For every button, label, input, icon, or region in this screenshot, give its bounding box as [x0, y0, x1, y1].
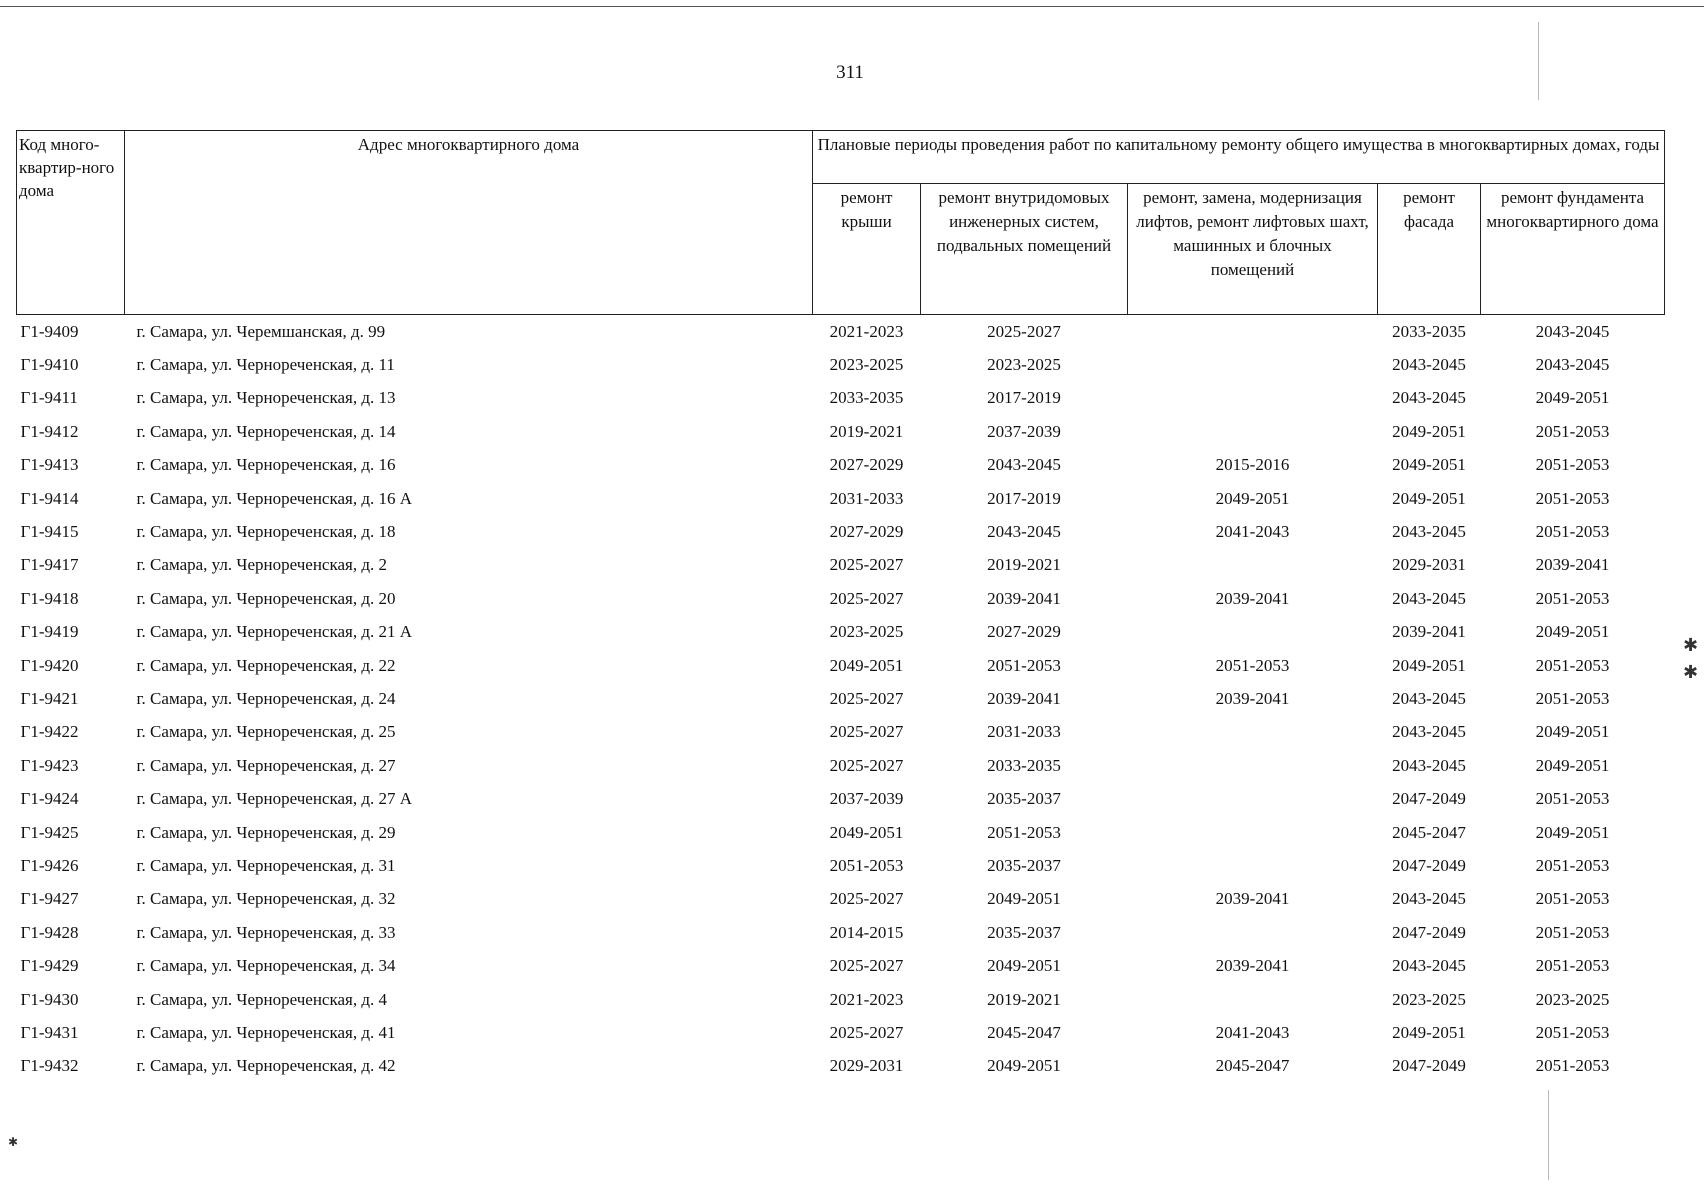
header-periods-group: Плановые периоды проведения работ по капитальному ремонту общего имущества в многоквартирных домах, годы — [813, 131, 1665, 184]
cell-roof: 2037-2039 — [829, 789, 904, 809]
cell-code: Г1-9409 — [20, 321, 79, 341]
cell-roof: 2049-2051 — [829, 822, 904, 842]
cell-code: Г1-9413 — [20, 455, 79, 475]
cell-address: г. Самара, ул. Чернореченская, д. 41 — [136, 1022, 396, 1042]
table-row — [17, 849, 1665, 882]
cell-address: г. Самара, ул. Чернореченская, д. 29 — [136, 822, 396, 842]
cell-lifts — [1128, 983, 1378, 1016]
cell-address: г. Самара, ул. Чернореченская, д. 24 — [136, 688, 396, 708]
table-row — [17, 449, 1665, 482]
header-foundation: ремонт фундамента многоквартирного дома — [1481, 184, 1665, 315]
cell-roof: 2019-2021 — [829, 421, 904, 441]
cell-facade: 2047-2049 — [1392, 1056, 1466, 1076]
table-row — [17, 749, 1665, 782]
cell-engineering: 2051-2053 — [987, 655, 1061, 675]
cell-roof: 2049-2051 — [829, 655, 904, 675]
table-row — [17, 582, 1665, 615]
cell-address: г. Самара, ул. Черемшанская, д. 99 — [136, 321, 386, 341]
page-number: 311 — [836, 62, 864, 83]
scan-speck: ✱ — [1683, 662, 1699, 683]
cell-facade: 2023-2025 — [1392, 989, 1466, 1009]
table-row — [17, 515, 1665, 548]
cell-address: г. Самара, ул. Чернореченская, д. 2 — [136, 555, 387, 575]
table-header — [17, 131, 1665, 315]
cell-engineering: 2043-2045 — [987, 455, 1061, 475]
cell-code: Г1-9425 — [20, 822, 79, 842]
cell-foundation: 2051-2053 — [1535, 455, 1610, 475]
cell-code: Г1-9418 — [20, 588, 79, 608]
cell-roof: 2025-2027 — [829, 688, 904, 708]
cell-address: г. Самара, ул. Чернореченская, д. 16 — [136, 455, 396, 475]
scan-speck: ✱ — [1683, 635, 1699, 656]
cell-foundation: 2023-2025 — [1535, 989, 1610, 1009]
cell-foundation: 2049-2051 — [1535, 722, 1610, 742]
cell-code: Г1-9429 — [20, 956, 79, 976]
cell-facade: 2043-2045 — [1392, 355, 1466, 375]
cell-roof: 2025-2027 — [829, 555, 904, 575]
cell-engineering: 2033-2035 — [987, 755, 1061, 775]
table-row — [17, 1050, 1665, 1083]
cell-lifts: 2015-2016 — [1215, 455, 1290, 475]
cell-roof: 2025-2027 — [829, 722, 904, 742]
cell-lifts — [1128, 549, 1378, 582]
cell-facade: 2049-2051 — [1392, 455, 1466, 475]
cell-address: г. Самара, ул. Чернореченская, д. 20 — [136, 588, 396, 608]
cell-roof: 2025-2027 — [829, 755, 904, 775]
cell-address: г. Самара, ул. Чернореченская, д. 21 А — [136, 622, 413, 642]
top-scan-rule — [0, 6, 1704, 7]
cell-foundation: 2043-2045 — [1535, 321, 1610, 341]
cell-foundation: 2051-2053 — [1535, 922, 1610, 942]
cell-roof: 2029-2031 — [829, 1056, 904, 1076]
cell-code: Г1-9415 — [20, 522, 79, 542]
header-code: Код много-квартир-ного дома — [17, 131, 125, 315]
capital-repair-table — [16, 130, 1665, 1083]
cell-code: Г1-9414 — [20, 488, 79, 508]
cell-address: г. Самара, ул. Чернореченская, д. 32 — [136, 889, 396, 909]
cell-code: Г1-9419 — [20, 622, 79, 642]
cell-facade: 2043-2045 — [1392, 522, 1466, 542]
cell-facade: 2043-2045 — [1392, 722, 1466, 742]
cell-engineering: 2027-2029 — [987, 622, 1061, 642]
table-body — [17, 315, 1665, 1083]
cell-code: Г1-9432 — [20, 1056, 79, 1076]
cell-lifts: 2051-2053 — [1215, 655, 1290, 675]
cell-facade: 2033-2035 — [1392, 321, 1466, 341]
cell-facade: 2049-2051 — [1392, 655, 1466, 675]
cell-facade: 2049-2051 — [1392, 1022, 1466, 1042]
cell-engineering: 2037-2039 — [987, 421, 1061, 441]
cell-lifts: 2041-2043 — [1215, 1022, 1290, 1042]
cell-roof: 2033-2035 — [829, 388, 904, 408]
cell-facade: 2043-2045 — [1392, 588, 1466, 608]
cell-address: г. Самара, ул. Чернореченская, д. 13 — [136, 388, 396, 408]
header-roof: ремонт крыши — [813, 184, 921, 315]
cell-engineering: 2049-2051 — [987, 1056, 1061, 1076]
cell-foundation: 2051-2053 — [1535, 688, 1610, 708]
cell-roof: 2025-2027 — [829, 1022, 904, 1042]
cell-address: г. Самара, ул. Чернореченская, д. 27 А — [136, 789, 413, 809]
cell-facade: 2029-2031 — [1392, 555, 1466, 575]
cell-engineering: 2043-2045 — [987, 522, 1061, 542]
cell-code: Г1-9421 — [20, 688, 79, 708]
table-row — [17, 482, 1665, 515]
table-row — [17, 949, 1665, 982]
cell-foundation: 2051-2053 — [1535, 956, 1610, 976]
cell-address: г. Самара, ул. Чернореченская, д. 25 — [136, 722, 396, 742]
cell-roof: 2014-2015 — [829, 922, 904, 942]
header-engineering: ремонт внутридомовых инженерных систем, подвальных помещений — [921, 184, 1128, 315]
table-row — [17, 716, 1665, 749]
cell-engineering: 2031-2033 — [987, 722, 1061, 742]
cell-lifts: 2049-2051 — [1215, 488, 1290, 508]
cell-roof: 2031-2033 — [829, 488, 904, 508]
cell-address: г. Самара, ул. Чернореченская, д. 11 — [136, 355, 395, 375]
table-row — [17, 782, 1665, 815]
table-row — [17, 1016, 1665, 1049]
cell-roof: 2051-2053 — [829, 855, 904, 875]
cell-lifts — [1128, 616, 1378, 649]
cell-roof: 2021-2023 — [829, 989, 904, 1009]
cell-roof: 2023-2025 — [829, 622, 904, 642]
cell-foundation: 2051-2053 — [1535, 1056, 1610, 1076]
table-row — [17, 315, 1665, 349]
cell-facade: 2043-2045 — [1392, 688, 1466, 708]
cell-address: г. Самара, ул. Чернореченская, д. 31 — [136, 855, 396, 875]
cell-lifts: 2045-2047 — [1215, 1056, 1290, 1076]
table-row — [17, 348, 1665, 381]
cell-lifts — [1128, 315, 1378, 349]
cell-lifts — [1128, 816, 1378, 849]
cell-engineering: 2035-2037 — [987, 855, 1061, 875]
table-row — [17, 382, 1665, 415]
table-row — [17, 916, 1665, 949]
cell-lifts: 2041-2043 — [1215, 522, 1290, 542]
cell-roof: 2021-2023 — [829, 321, 904, 341]
cell-foundation: 2051-2053 — [1535, 421, 1610, 441]
cell-engineering: 2017-2019 — [987, 488, 1061, 508]
cell-facade: 2043-2045 — [1392, 956, 1466, 976]
cell-lifts: 2039-2041 — [1215, 956, 1290, 976]
cell-address: г. Самара, ул. Чернореченская, д. 18 — [136, 522, 396, 542]
header-facade: ремонт фасада — [1378, 184, 1481, 315]
header-address: Адрес многоквартирного дома — [125, 131, 813, 315]
cell-roof: 2025-2027 — [829, 588, 904, 608]
cell-lifts: 2039-2041 — [1215, 688, 1290, 708]
cell-engineering: 2025-2027 — [987, 321, 1061, 341]
cell-roof: 2027-2029 — [829, 522, 904, 542]
cell-roof: 2025-2027 — [829, 956, 904, 976]
cell-facade: 2049-2051 — [1392, 488, 1466, 508]
cell-foundation: 2043-2045 — [1535, 355, 1610, 375]
cell-address: г. Самара, ул. Чернореченская, д. 33 — [136, 922, 396, 942]
cell-roof: 2027-2029 — [829, 455, 904, 475]
cell-engineering: 2023-2025 — [987, 355, 1061, 375]
table-row — [17, 415, 1665, 448]
cell-foundation: 2051-2053 — [1535, 889, 1610, 909]
cell-code: Г1-9424 — [20, 789, 79, 809]
cell-code: Г1-9427 — [20, 889, 79, 909]
cell-code: Г1-9410 — [20, 355, 79, 375]
header-lifts: ремонт, замена, модернизация лифтов, ремонт лифтовых шахт, машинных и блочных помещений — [1128, 184, 1378, 315]
cell-foundation: 2051-2053 — [1535, 488, 1610, 508]
cell-foundation: 2049-2051 — [1535, 388, 1610, 408]
cell-lifts — [1128, 716, 1378, 749]
cell-address: г. Самара, ул. Чернореченская, д. 16 А — [136, 488, 413, 508]
cell-foundation: 2049-2051 — [1535, 622, 1610, 642]
cell-lifts — [1128, 382, 1378, 415]
cell-address: г. Самара, ул. Чернореченская, д. 22 — [136, 655, 396, 675]
cell-foundation: 2049-2051 — [1535, 755, 1610, 775]
table-row — [17, 816, 1665, 849]
cell-engineering: 2049-2051 — [987, 889, 1061, 909]
cell-lifts — [1128, 849, 1378, 882]
cell-facade: 2045-2047 — [1392, 822, 1466, 842]
scan-speck: ✱ — [8, 1135, 19, 1149]
cell-foundation: 2051-2053 — [1535, 588, 1610, 608]
cell-lifts — [1128, 916, 1378, 949]
cell-code: Г1-9423 — [20, 755, 79, 775]
table-row — [17, 983, 1665, 1016]
cell-lifts — [1128, 415, 1378, 448]
cell-foundation: 2051-2053 — [1535, 789, 1610, 809]
cell-address: г. Самара, ул. Чернореченская, д. 4 — [136, 989, 387, 1009]
cell-facade: 2047-2049 — [1392, 789, 1466, 809]
cell-facade: 2047-2049 — [1392, 855, 1466, 875]
cell-code: Г1-9422 — [20, 722, 79, 742]
cell-facade: 2039-2041 — [1392, 622, 1466, 642]
table-row — [17, 616, 1665, 649]
cell-address: г. Самара, ул. Чернореченская, д. 27 — [136, 755, 396, 775]
table-row — [17, 883, 1665, 916]
cell-code: Г1-9426 — [20, 855, 79, 875]
cell-engineering: 2019-2021 — [987, 555, 1061, 575]
cell-lifts — [1128, 348, 1378, 381]
cell-code: Г1-9431 — [20, 1022, 79, 1042]
cell-engineering: 2017-2019 — [987, 388, 1061, 408]
cell-code: Г1-9420 — [20, 655, 79, 675]
cell-foundation: 2051-2053 — [1535, 522, 1610, 542]
cell-facade: 2043-2045 — [1392, 755, 1466, 775]
margin-mark-top — [1538, 22, 1539, 100]
table-row — [17, 549, 1665, 582]
table-row — [17, 649, 1665, 682]
cell-foundation: 2051-2053 — [1535, 655, 1610, 675]
cell-roof: 2023-2025 — [829, 355, 904, 375]
cell-engineering: 2035-2037 — [987, 789, 1061, 809]
cell-foundation: 2049-2051 — [1535, 822, 1610, 842]
cell-facade: 2043-2045 — [1392, 889, 1466, 909]
cell-facade: 2047-2049 — [1392, 922, 1466, 942]
cell-roof: 2025-2027 — [829, 889, 904, 909]
table-row — [17, 682, 1665, 715]
margin-mark-bottom — [1548, 1090, 1549, 1180]
cell-facade: 2049-2051 — [1392, 421, 1466, 441]
cell-lifts — [1128, 749, 1378, 782]
cell-engineering: 2051-2053 — [987, 822, 1061, 842]
cell-engineering: 2019-2021 — [987, 989, 1061, 1009]
cell-foundation: 2039-2041 — [1535, 555, 1610, 575]
cell-foundation: 2051-2053 — [1535, 1022, 1610, 1042]
cell-code: Г1-9412 — [20, 421, 79, 441]
cell-engineering: 2039-2041 — [987, 688, 1061, 708]
cell-foundation: 2051-2053 — [1535, 855, 1610, 875]
cell-code: Г1-9430 — [20, 989, 79, 1009]
cell-engineering: 2035-2037 — [987, 922, 1061, 942]
cell-facade: 2043-2045 — [1392, 388, 1466, 408]
cell-address: г. Самара, ул. Чернореченская, д. 34 — [136, 956, 396, 976]
cell-lifts: 2039-2041 — [1215, 889, 1290, 909]
cell-engineering: 2049-2051 — [987, 956, 1061, 976]
cell-code: Г1-9417 — [20, 555, 79, 575]
cell-lifts: 2039-2041 — [1215, 588, 1290, 608]
cell-engineering: 2045-2047 — [987, 1022, 1061, 1042]
cell-lifts — [1128, 782, 1378, 815]
cell-code: Г1-9428 — [20, 922, 79, 942]
cell-code: Г1-9411 — [20, 388, 78, 408]
cell-engineering: 2039-2041 — [987, 588, 1061, 608]
cell-address: г. Самара, ул. Чернореченская, д. 14 — [136, 421, 396, 441]
cell-address: г. Самара, ул. Чернореченская, д. 42 — [136, 1056, 396, 1076]
